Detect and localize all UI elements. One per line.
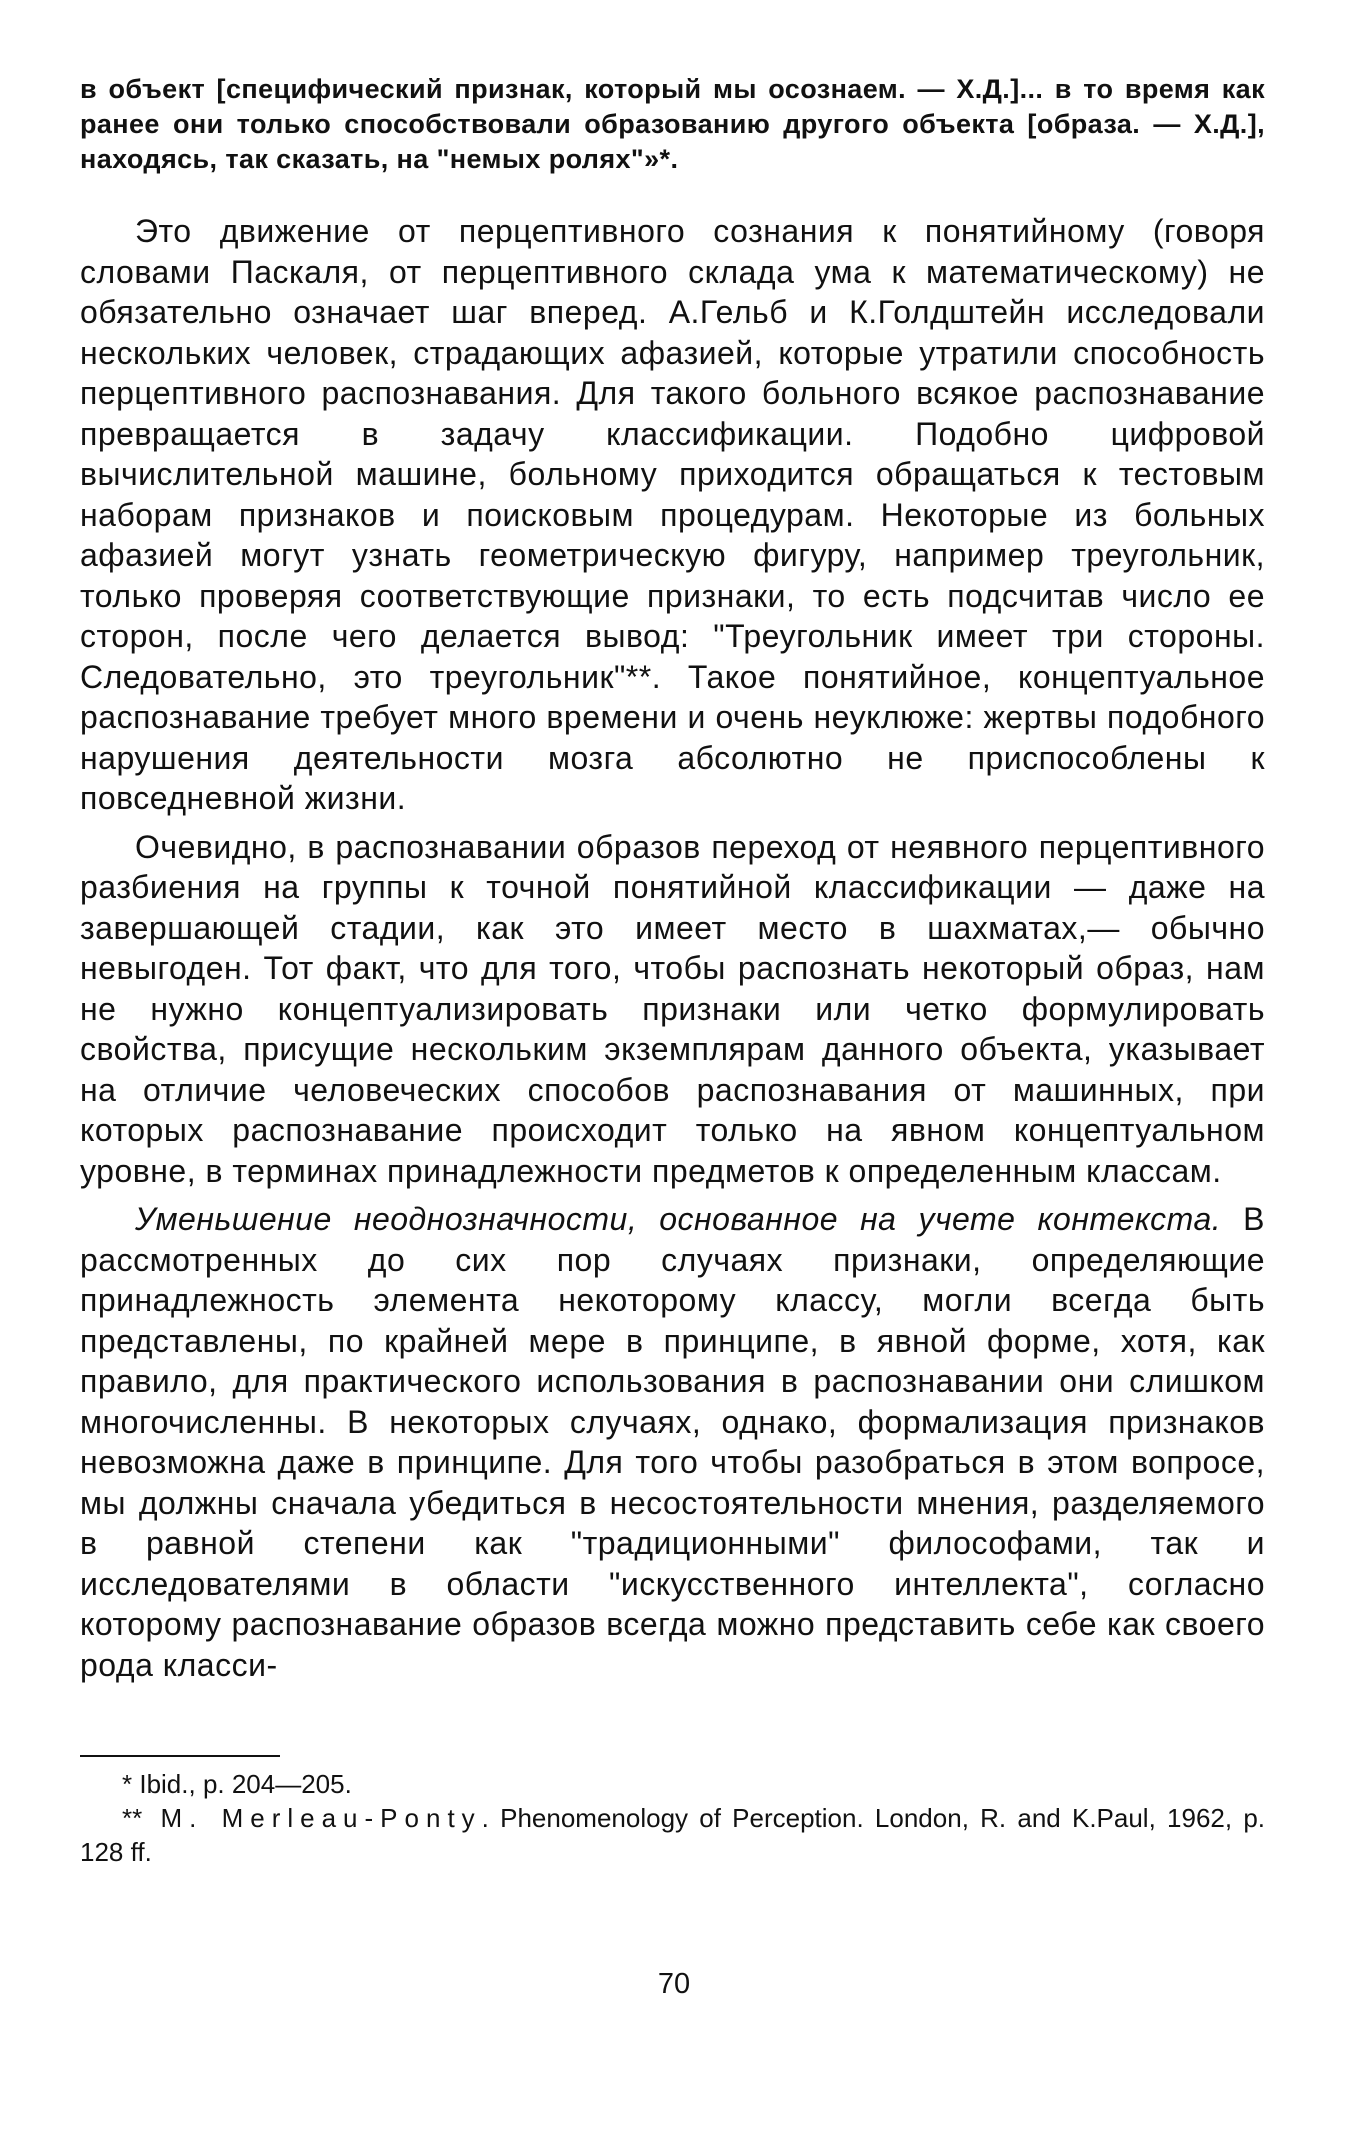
paragraph-3 (80, 1199, 1265, 1685)
footnote-mark: * (122, 1769, 133, 1799)
page-number: 70 (657, 1968, 691, 2000)
footnote-text: . Phenomenology of Perception. London, R. and K.Paul, 1962, p. 128 ff. (80, 1803, 1266, 1867)
footnote-divider (80, 1755, 280, 1757)
footnote-mark: ** (122, 1803, 143, 1833)
section-lead-italic: Уменьшение неоднозначности, основанное на учете контекста. (135, 1201, 1222, 1237)
footnote-author: M. Merleau-Ponty (142, 1803, 482, 1833)
footnote-2 (80, 1801, 1265, 1869)
paragraph-text: Очевидно, в распознавании образов переход от неявного перцептивного разбиения на группы к точной понятийной классификации — даже на завершающей стадии, как это имеет место в шахматах,— обычно невыгоден. Тот факт, что для того, чтобы распознать некоторый образ, нам не нужно концептуализировать признаки или четко формулировать свойства, присущие нескольким экземплярам данного объекта, указывает на отличие человеческих способов распознавания от машинных, при которых распознавание происходит только на явном концептуальном уровне, в терминах принадлежности предметов к определенным классам. (80, 828, 1265, 1189)
footnote-1 (80, 1767, 1265, 1801)
document-page (80, 72, 1265, 1869)
main-text (80, 211, 1265, 1685)
paragraph-text: Это движение от перцептивного сознания к понятийному (говоря словами Паскаля, от перцептивного склада ума к математическому) не обязательно означает шаг вперед. А.Гельб и К.Голдштейн исследовали нескольких человек, страдающих афазией, которые утратили способность перцептивного распознавания. Для такого больного всякое распознавание превращается в задачу классификации. Подобно цифровой вычислительной машине, больному приходится обращаться к тестовым наборам признаков и поисковым процедурам. Некоторые из больных афазией могут узнать геометрическую фигуру, например треугольник, только проверяя соответствующие признаки, то есть подсчитав число ее сторон, после чего делается вывод: "Треугольник имеет три стороны. Следовательно, это треугольник"**. Такое понятийное, концептуальное распознавание требует много времени и очень неуклюже: жертвы подобного нарушения деятельности мозга абсолютно не приспособлены к повседневной жизни. (80, 213, 1265, 816)
footnotes (80, 1767, 1265, 1869)
paragraph-2 (80, 827, 1265, 1192)
paragraph-text: В рассмотренных до сих пор случаях признаки, определяющие принадлежность элемента некоторому классу, могли всегда быть представлены, по крайней мере в принципе, в явной форме, хотя, как правило, для практического использования в распознавании они слишком многочисленны. В некоторых случаях, однако, формализация признаков невозможна даже в принципе. Для того чтобы разобраться в этом вопросе, мы должны сначала убедиться в несостоятельности мнения, разделяемого в равной степени как "традиционными" философами, так и исследователями в области "искусственного интеллекта", согласно которому распознавание образов всегда можно представить себе как своего рода класси- (80, 1201, 1266, 1683)
paragraph-1 (80, 211, 1265, 819)
quote-continuation (80, 72, 1265, 177)
quote-text: в объект [специфический признак, который мы осознаем. — X.Д.]... в то время как ранее они только способствовали образованию другого объекта [образа. — X.Д.], находясь, так сказать, на "немых ролях"»*. (80, 74, 1265, 174)
footnote-text: Ibid., p. 204—205. (132, 1769, 352, 1799)
